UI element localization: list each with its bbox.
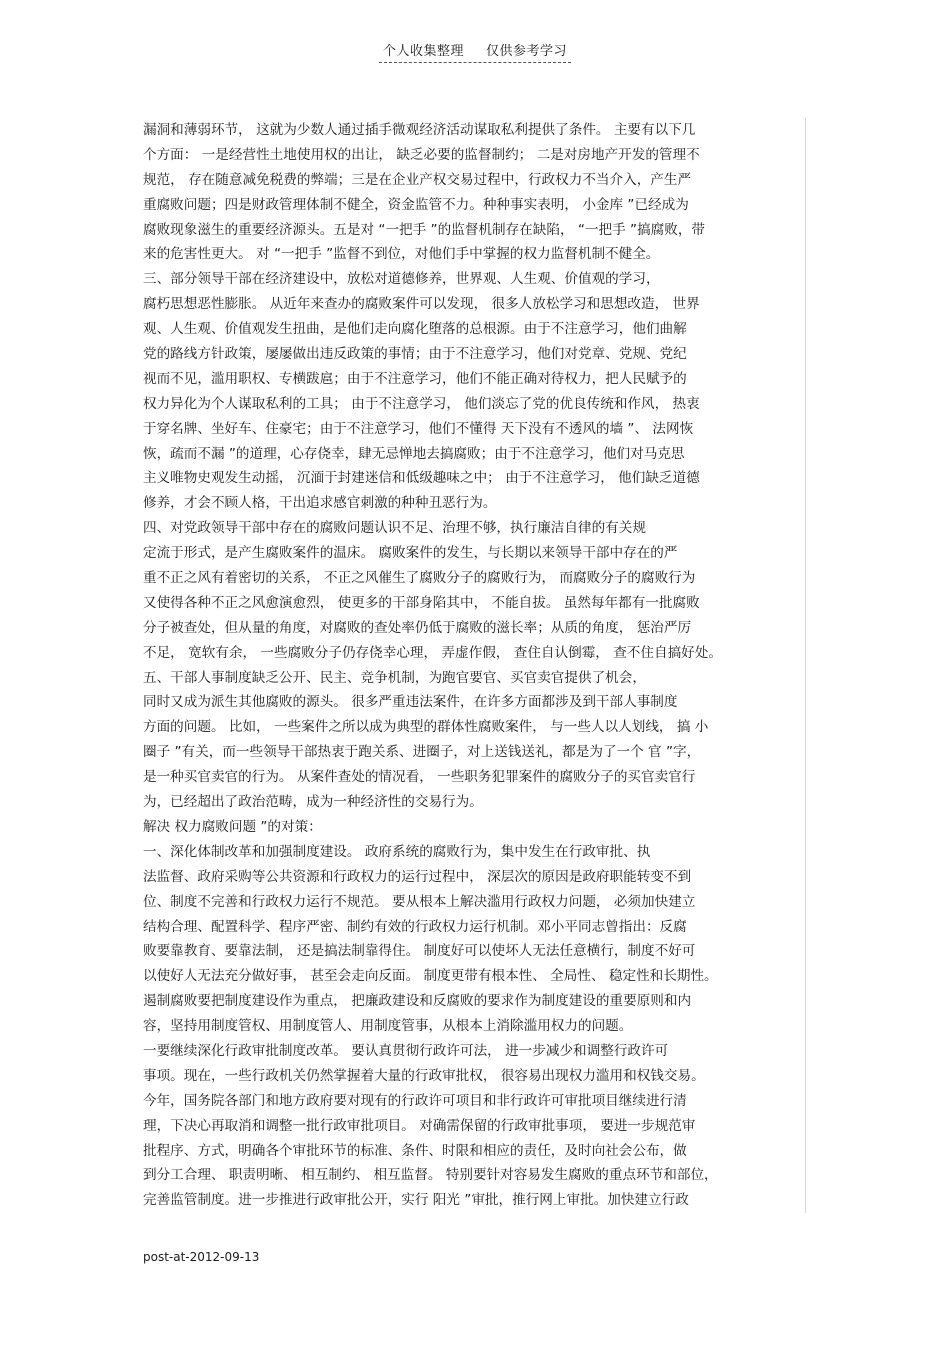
text-line: 不足， 宽软有余， 一些腐败分子仍存侥幸心理， 弄虚作假， 查住自认倒霉， 查不住自搞好处。 — [143, 644, 722, 661]
text-line: 重腐败问题；四是财政管理体制不健全，资金监管不力。种种事实表明， 小金库 ”已经成为 — [143, 196, 689, 213]
page-header — [0, 40, 950, 63]
text-line: 来的危害性更大。 对 “一把手 ”监督不到位，对他们手中掌握的权力监督机制不健全。 — [143, 246, 660, 263]
text-line: 解决 权力腐败问题 ”的对策： — [143, 818, 322, 835]
text-line: 分子被查处，但从量的角度，对腐败的查处率仍低于腐败的滋长率；从质的角度， 惩治严厉 — [143, 619, 692, 636]
text-line: 五、干部人事制度缺乏公开、民主、竞争机制，为跑官要官、买官卖官提供了机会， — [143, 669, 646, 686]
text-line: 定流于形式，是产生腐败案件的温床。 腐败案件的发生，与长期以来领导干部中存在的严 — [143, 545, 678, 562]
text-line: 容，坚持用制度管权、用制度管人、用制度管事，从根本上消除滥用权力的问题。 — [143, 1018, 633, 1035]
text-line: 完善监管制度。进一步推进行政审批公开，实行 阳光 ”审批，推行网上审批。加快建立行政 — [143, 1192, 689, 1209]
text-line: 一、深化体制改革和加强制度建设。 政府系统的腐败行为，集中发生在行政审批、执 — [143, 843, 651, 860]
text-line: 一要继续深化行政审批制度改革。 要认真贯彻行政许可法， 进一步减少和调整行政许可 — [143, 1042, 669, 1059]
text-line: 视而不见，滥用职权、专横跋扈；由于不注意学习，他们不能正确对待权力，把人民赋予的 — [143, 370, 687, 387]
text-line: 结构合理、配置科学、程序严密、制约有效的行政权力运行机制。邓小平同志曾指出：反腐 — [143, 918, 687, 935]
text-line: 以使好人无法充分做好事， 甚至会走向反面。 制度更带有根本性、 全局性、 稳定性和长期性。 — [143, 968, 718, 985]
text-line: 今年，国务院各部门和地方政府要对现有的行政许可项目和非行政许可审批项目继续进行清 — [143, 1092, 687, 1109]
text-line: 观、人生观、价值观发生扭曲，是他们走向腐化堕落的总根源。由于不注意学习，他们曲解 — [143, 321, 687, 338]
text-line: 为，已经超出了政治范畴，成为一种经济性的交易行为。 — [143, 794, 483, 811]
header-right-text: 仅供参考学习 — [486, 44, 568, 59]
text-line: 恢，疏而不漏 ”的道理，心存侥幸，肆无忌惮地去搞腐败；由于不注意学习，他们对马克思 — [143, 445, 685, 462]
text-line: 四、对党政领导干部中存在的腐败问题认识不足、治理不够，执行廉洁自律的有关规 — [143, 520, 646, 537]
text-line: 三、部分领导干部在经济建设中，放松对道德修养，世界观、人生观、价值观的学习， — [143, 271, 660, 288]
header-line — [379, 40, 571, 63]
text-line: 是一种买官卖官的行为。 从案件查处的情况看， 一些职务犯罪案件的腐败分子的买官卖官行 — [143, 769, 696, 786]
header-left-text: 个人收集整理 — [382, 44, 464, 59]
text-line: 理，下决心再取消和调整一批行政审批项目。 对确需保留的行政审批事项， 要进一步规范审 — [143, 1117, 696, 1134]
text-line: 腐朽思想恶性膨胀。 从近年来查办的腐败案件可以发现， 很多人放松学习和思想改造， 世界 — [143, 296, 700, 313]
text-line: 主义唯物史观发生动摇， 沉湎于封建迷信和低级趣味之中； 由于不注意学习， 他们缺乏道德 — [143, 470, 700, 487]
text-line: 党的路线方针政策，屡屡做出违反政策的事情；由于不注意学习，他们对党章、党规、党纪 — [143, 346, 687, 363]
text-line: 修养，才会不顾人格，干出追求感官刺激的种种丑恶行为。 — [143, 495, 497, 512]
text-line: 权力异化为个人谋取私利的工具； 由于不注意学习， 他们淡忘了党的优良传统和作风， 热衷 — [143, 395, 700, 412]
text-line: 规范， 存在随意减免税费的弊端；三是在企业产权交易过程中，行政权力不当介入，产生严 — [143, 171, 692, 188]
text-line: 法监督、政府采购等公共资源和行政权力的运行过程中， 深层次的原因是政府职能转变不到 — [143, 868, 692, 885]
text-line: 漏洞和薄弱环节， 这就为少数人通过插手微观经济活动谋取私利提供了条件。 主要有以下几 — [143, 122, 696, 138]
text-line: 事项。现在，一些行政机关仍然掌握着大量的行政审批权， 很容易出现权力滥用和权钱交易。 — [143, 1067, 705, 1084]
text-line: 圈子 ”有关，而一些领导干部热衷于跑关系、进圈子，对上送钱送礼，都是为了一个 官 ”字， — [143, 744, 701, 761]
text-line: 又使得各种不正之风愈演愈烈， 使更多的干部身陷其中， 不能自拔。 虽然每年都有一批腐败 — [143, 594, 700, 611]
text-line: 方面的问题。 比如， 一些案件之所以成为典型的群体性腐败案件， 与一些人以人划线， 搞 小 — [143, 719, 709, 736]
text-line: 重不正之风有着密切的关系， 不正之风催生了腐败分子的腐败行为， 而腐败分子的腐败行为 — [143, 570, 696, 587]
text-line: 败要靠教育、要靠法制， 还是搞法制靠得住。 制度好可以使坏人无法任意横行，制度不好可 — [143, 943, 696, 960]
text-line: 腐败现象滋生的重要经济源头。五是对 “一把手 ”的监督机制存在缺陷， “一把手 ”搞腐败，带 — [143, 221, 706, 238]
page-footer: post-at-2012-09-13 — [143, 1250, 260, 1264]
text-line: 于穿名牌、坐好车、住豪宅；由于不注意学习，他们不懂得 天下没有不透风的墙 ”、 法网恢 — [143, 420, 694, 437]
text-line: 遏制腐败要把制度建设作为重点， 把廉政建设和反腐败的要求作为制度建设的重要原则和内 — [143, 993, 692, 1010]
text-line: 到分工合理、 职责明晰、 相互制约、 相互监督。 特别要针对容易发生腐败的重点环节和部位， — [143, 1167, 718, 1184]
text-line: 同时又成为派生其他腐败的源头。 很多严重违法案件，在许多方面都涉及到干部人事制度 — [143, 694, 678, 711]
text-line: 位、制度不完善和行政权力运行不规范。 要从根本上解决滥用行政权力问题， 必须加快建立 — [143, 893, 696, 910]
document-body — [143, 118, 806, 1213]
text-line: 批程序、方式，明确各个审批环节的标准、条件、时限和相应的责任，及时向社会公布，做 — [143, 1142, 687, 1159]
text-line: 个方面： 一是经营性土地使用权的出让， 缺乏必要的监督制约； 二是对房地产开发的管理不 — [143, 146, 700, 163]
